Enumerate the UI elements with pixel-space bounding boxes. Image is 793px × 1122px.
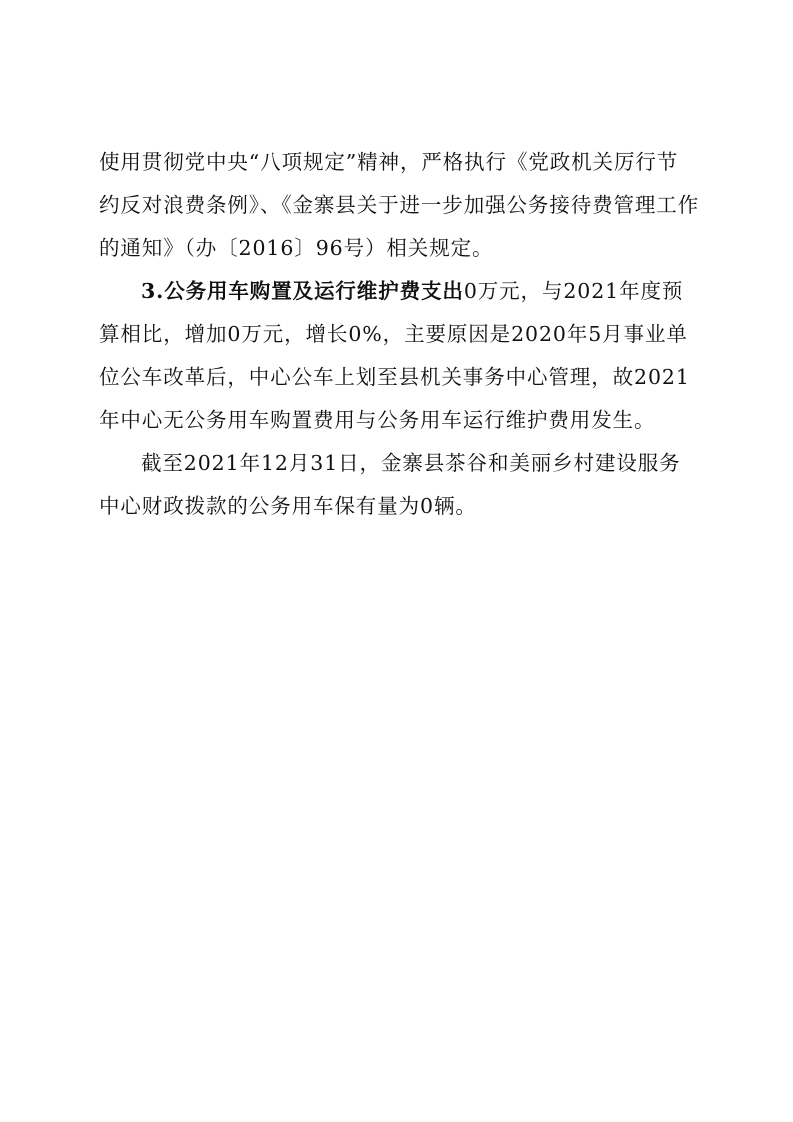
paragraph-line: 截至2021年12月31日，金寨县茶谷和美丽乡村建设服务 xyxy=(141,451,681,475)
paragraph-line: 使用贯彻党中央“八项规定”精神，严格执行《党政机关厉行节 xyxy=(99,150,679,174)
paragraph-line: 的通知》（办〔2016〕96号）相关规定。 xyxy=(99,236,494,260)
section-heading: 3.公务用车购置及运行维护费支出 xyxy=(141,279,464,303)
section-heading-text: 0万元，与2021年度预 xyxy=(463,279,684,303)
section-heading-line xyxy=(141,277,683,305)
paragraph-line: 年中心无公务用车购置费用与公务用车运行维护费用发生。 xyxy=(99,408,656,432)
paragraph-line: 约反对浪费条例》、《金寨县关于进一步加强公务接待费管理工作 xyxy=(99,193,700,217)
paragraph-line: 中心财政拨款的公务用车保有量为0辆。 xyxy=(99,494,477,518)
paragraph-line: 位公车改革后，中心公车上划至县机关事务中心管理，故2021 xyxy=(99,365,690,389)
paragraph-line: 算相比，增加0万元，增长0%，主要原因是2020年5月事业单 xyxy=(99,322,688,346)
